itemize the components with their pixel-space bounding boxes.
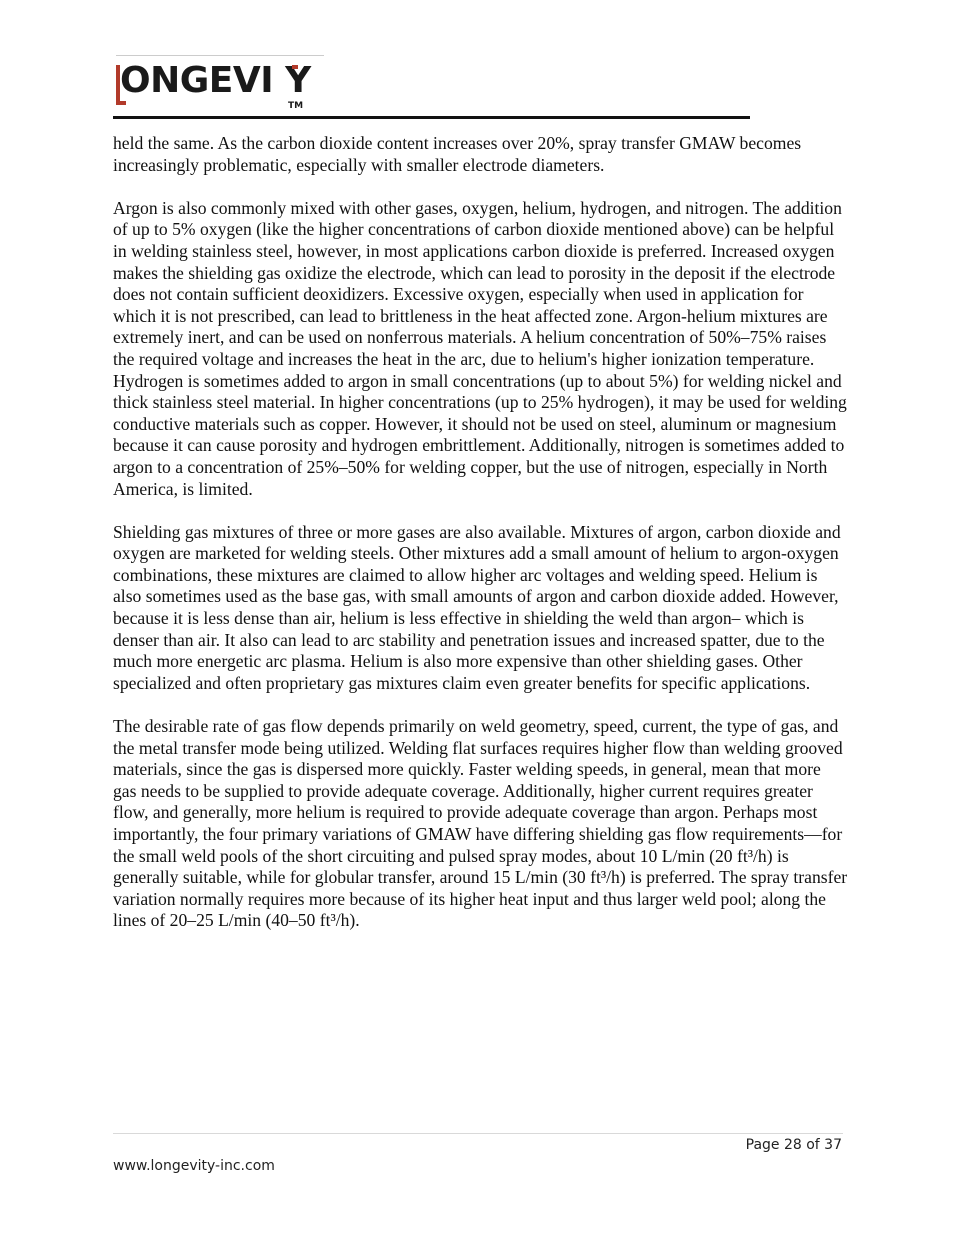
logo-trademark: TM <box>288 101 304 111</box>
footer-rule <box>113 1133 843 1134</box>
paragraph: Shielding gas mixtures of three or more gases are also available. Mixtures of argon, carbon dioxide and oxygen are marketed for welding steels. Other mixtures add a small amount of helium to argon-oxygen combinations, these mixtures are claimed to allow higher arc voltages and welding speed. Helium is also sometimes used as the base gas, with small amounts of argon and carbon dioxide added. However, because it is less dense than air, helium is less effective in shielding the weld than argon– which is denser than air. It also can lead to arc stability and penetration issues and increased spatter, due to the much more energetic arc plasma. Helium is also more expensive than other shielding gases. Other specialized and often proprietary gas mixtures claim even greater benefits for specific applications. <box>113 521 841 693</box>
document-body <box>113 133 848 954</box>
page-number: Page 28 of 37 <box>745 1137 842 1153</box>
paragraph: Argon is also commonly mixed with other gases, oxygen, helium, hydrogen, and nitrogen. The addition of up to 5% oxygen (like the higher concentrations of carbon dioxide mentioned above) can be helpful in welding stainless steel, however, in most applications carbon dioxide is preferred. Increased oxygen makes the shielding gas oxidize the electrode, which can lead to porosity in the deposit if the electrode does not contain sufficient deoxidizers. Excessive oxygen, especially when used in application for which it is not prescribed, can lead to brittleness in the heat affected zone. Argon-helium mixtures are extremely inert, and can be used on nonferrous materials. A helium concentration of 50%–75% raises the required voltage and increases the heat in the arc, due to helium's higher ionization temperature. Hydrogen is sometimes added to argon in small concentrations (up to about 5%) for welding nickel and thick stainless steel material. In higher concentrations (up to 25% hydrogen), it may be used for welding conductive materials such as copper. However, it should not be used on steel, aluminum or magnesium because it can cause porosity and hydrogen embrittlement. Additionally, nitrogen is sometimes added to argon to a concentration of 25%–50% for welding copper, but the use of nitrogen, especially in North America, is limited. <box>113 197 847 499</box>
logo-t-bar <box>292 65 298 73</box>
header-rule <box>113 116 750 119</box>
paragraph: The desirable rate of gas flow depends primarily on weld geometry, speed, current, the type of gas, and the metal transfer mode being utilized. Welding flat surfaces requires higher flow than welding grooved materials, since the gas is dispersed more quickly. Faster welding speeds, in general, mean that more gas needs to be supplied to provide adequate coverage. Additionally, higher current requires greater flow, and generally, more helium is required to provide adequate coverage than argon. Perhaps most importantly, the four primary variations of GMAW have differing shielding gas flow requirements—for the small weld pools of the short circuiting and pulsed spray modes, about 10 L/min (20 ft³/h) is generally suitable, while for globular transfer, around 15 L/min (30 ft³/h) is preferred. The spray transfer variation normally requires more because of its higher heat input and thus larger weld pool; along the lines of 20–25 L/min (40–50 ft³/h). <box>113 716 848 931</box>
website-link[interactable]: www.longevity-inc.com <box>113 1158 275 1174</box>
paragraph: held the same. As the carbon dioxide content increases over 20%, spray transfer GMAW becomes increasingly problematic, especially with smaller electrode diameters. <box>113 133 802 175</box>
logo-top-line <box>116 55 324 56</box>
longevity-logo <box>116 55 326 113</box>
logo-wordmark: ONGEVI Y <box>120 60 311 101</box>
